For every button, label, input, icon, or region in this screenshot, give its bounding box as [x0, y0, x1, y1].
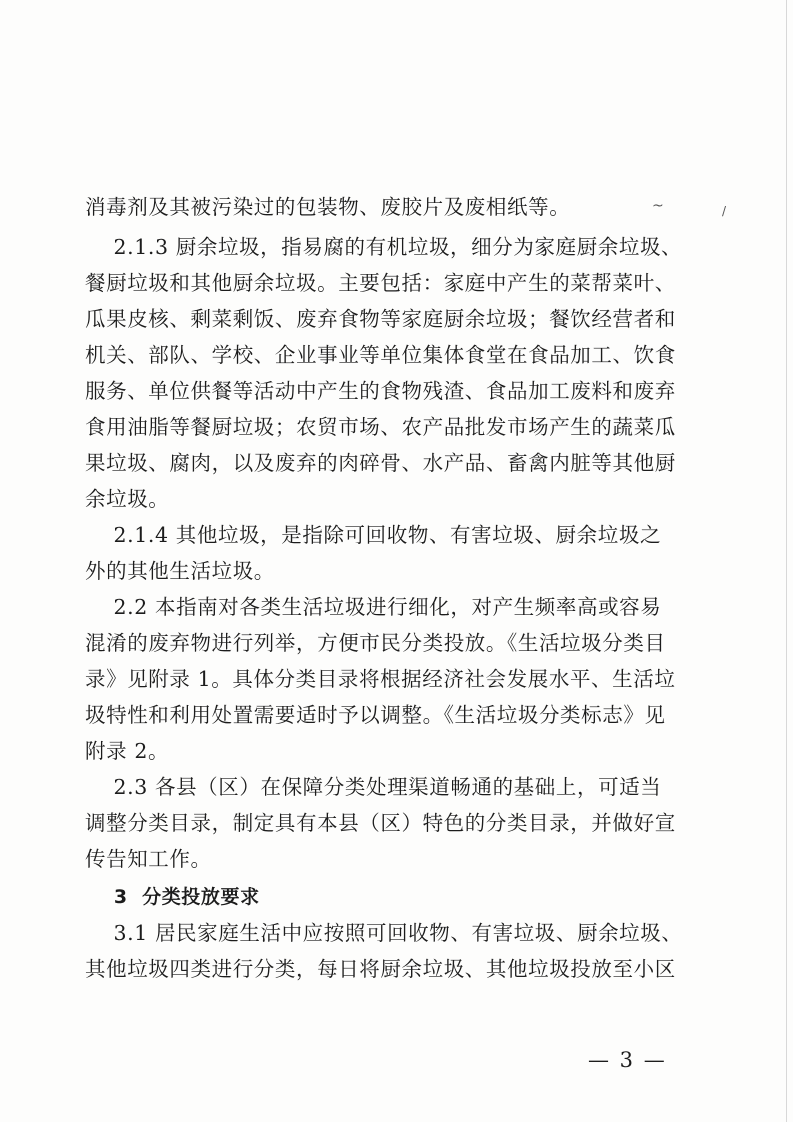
text-line-4: 瓜果皮核、剩菜剩饭、废弃食物等家庭厨余垃圾；餐饮经营者和	[85, 307, 676, 331]
text-line-11: 外的其他生活垃圾。	[85, 559, 275, 583]
scan-edge	[786, 0, 787, 1122]
text-line-18: 调整分类目录，制定具有本县（区）特色的分类目录，并做好宣	[85, 811, 676, 835]
text-line-16: 附录 2。	[85, 739, 170, 763]
text-line-1: 消毒剂及其被污染过的包装物、废胶片及废相纸等。	[85, 195, 571, 219]
text-line-13: 混淆的废弃物进行列举，方便市民分类投放。《生活垃圾分类目	[85, 631, 666, 655]
text-line-14: 录》见附录 1。具体分类目录将根据经济社会发展水平、生活垃	[85, 667, 676, 691]
text-line-9: 余垃圾。	[85, 487, 170, 511]
text-line-8: 果垃圾、腐肉，以及废弃的肉碎骨、水产品、畜禽内脏等其他厨	[85, 451, 676, 475]
text-line-17: 2.3 各县（区）在保障分类处理渠道畅通的基础上，可适当	[85, 775, 662, 799]
text-line-6: 服务、单位供餐等活动中产生的食物残渣、食品加工废料和废弃	[85, 379, 676, 403]
section-heading: 3 分类投放要求	[85, 886, 260, 908]
text-line-15: 圾特性和利用处置需要适时予以调整。《生活垃圾分类标志》见	[85, 703, 666, 727]
text-line-5: 机关、部队、学校、企业事业等单位集体食堂在食品加工、饮食	[85, 343, 676, 367]
text-line-22: 其他垃圾四类进行分类，每日将厨余垃圾、其他垃圾投放至小区	[85, 957, 676, 981]
text-line-19: 传告知工作。	[85, 847, 212, 871]
text-line-7: 食用油脂等餐厨垃圾；农贸市场、农产品批发市场产生的蔬菜瓜	[85, 415, 676, 439]
text-line-21: 3.1 居民家庭生活中应按照可回收物、有害垃圾、厨余垃圾、	[85, 921, 683, 945]
scan-mark-2: /	[722, 204, 727, 218]
text-line-3: 餐厨垃圾和其他厨余垃圾。主要包括：家庭中产生的菜帮菜叶、	[85, 271, 676, 295]
scan-mark: ~	[652, 198, 664, 214]
text-line-2: 2.1.3 厨余垃圾，指易腐的有机垃圾，细分为家庭厨余垃圾、	[85, 235, 683, 259]
page-number: — 3 —	[588, 1048, 667, 1072]
text-line-10: 2.1.4 其他垃圾，是指除可回收物、有害垃圾、厨余垃圾之	[85, 523, 662, 547]
text-line-12: 2.2 本指南对各类生活垃圾进行细化，对产生频率高或容易	[85, 595, 662, 619]
